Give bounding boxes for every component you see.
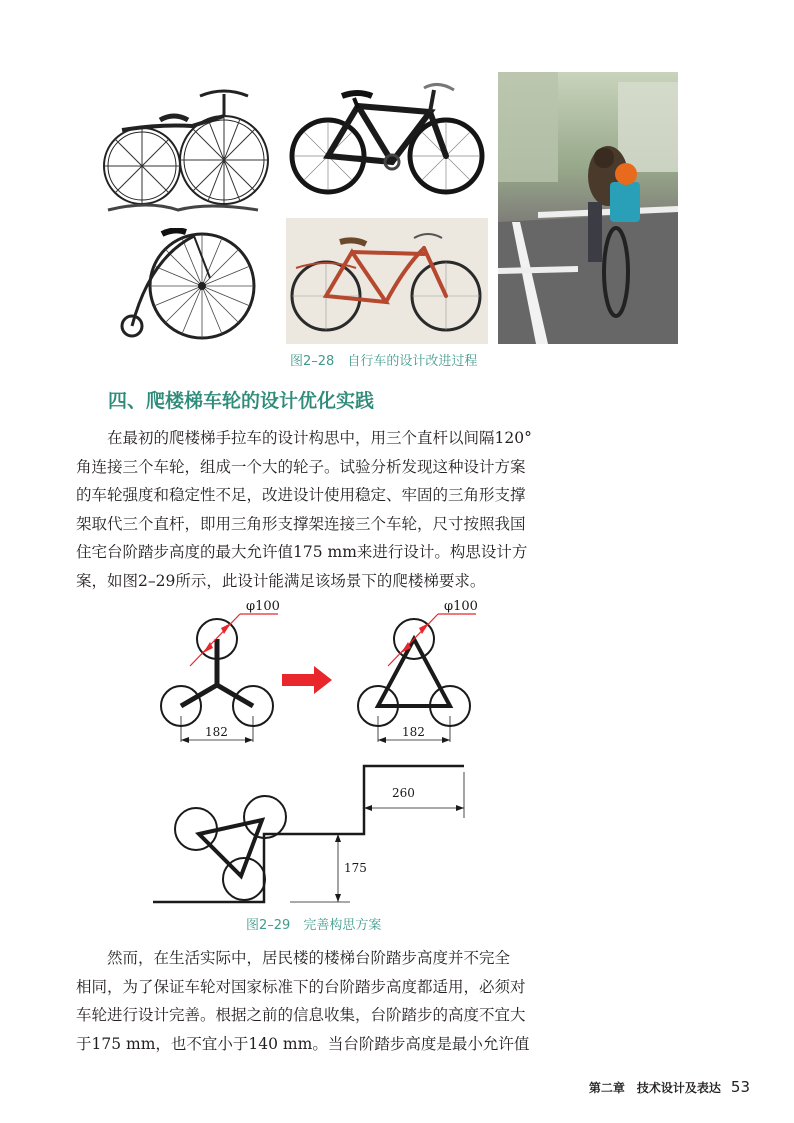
paragraph-2-line-1: 然而，在生活实际中，居民楼的楼梯台阶踏步高度并不完全 bbox=[107, 949, 511, 967]
stair-climbing-drawing bbox=[153, 766, 464, 902]
street-cyclist-photo bbox=[498, 72, 678, 344]
page-footer bbox=[589, 1077, 750, 1096]
figure-2-28-caption: 图2–28 自行车的设计改进过程 bbox=[290, 354, 478, 369]
figure-2-28 bbox=[96, 72, 680, 369]
paragraph-1-line-5: 住宅台阶踏步高度的最大允许值175 mm来进行设计。构思设计方 bbox=[76, 543, 528, 561]
right-diameter-label: φ100 bbox=[444, 599, 478, 614]
paragraph-2 bbox=[76, 944, 560, 1058]
chapter-label: 第二章 技术设计及表达 bbox=[588, 1081, 721, 1095]
penny-farthing-image bbox=[110, 228, 260, 346]
paragraph-1-line-6: 案，如图2–29所示，此设计能满足该场景下的爬楼梯要求。 bbox=[76, 571, 486, 590]
velocipede-image bbox=[100, 86, 276, 214]
left-diameter-label: φ100 bbox=[246, 599, 280, 614]
left-span-label: 182 bbox=[205, 725, 228, 739]
figure-2-29-caption: 图2–29 完善构思方案 bbox=[246, 918, 382, 933]
paragraph-2-line-4: 于175 mm，也不宜小于140 mm。当台阶踏步高度是最小允许值 bbox=[76, 1034, 530, 1053]
black-bicycle-image bbox=[288, 72, 488, 208]
paragraph-1-line-2: 角连接三个车轮，组成一个大的轮子。试验分析发现这种设计方案 bbox=[76, 457, 526, 476]
page-number: 53 bbox=[730, 1078, 750, 1096]
paragraph-2-line-3: 车轮进行设计完善。根据之前的信息收集，台阶踏步的高度不宜大 bbox=[76, 1006, 526, 1024]
figure-2-29 bbox=[0, 590, 794, 933]
triangle-wheel-drawing bbox=[358, 619, 470, 742]
paragraph-1-line-1: 在最初的爬楼梯手拉车的设计构思中，用三个直杆以间隔120° bbox=[107, 429, 532, 447]
figure-2-29-drawing bbox=[0, 590, 794, 930]
paragraph-1-line-3: 的车轮强度和稳定性不足，改进设计使用稳定、牢固的三角形支撑 bbox=[76, 486, 526, 504]
section-heading: 四、爬楼梯车轮的设计优化实践 bbox=[108, 390, 375, 412]
red-bicycle-image bbox=[286, 218, 488, 344]
step-depth-label: 260 bbox=[392, 786, 415, 800]
paragraph-2-line-2: 相同，为了保证车轮对国家标准下的台阶踏步高度都适用，必须对 bbox=[76, 977, 526, 996]
red-transition-arrow bbox=[282, 666, 332, 694]
paragraph-1-line-4: 架取代三个直杆，即用三角形支撑架连接三个车轮，尺寸按照我国 bbox=[76, 514, 526, 533]
step-height-label: 175 bbox=[344, 861, 367, 875]
paragraph-1 bbox=[76, 424, 560, 595]
right-span-label: 182 bbox=[402, 725, 425, 739]
